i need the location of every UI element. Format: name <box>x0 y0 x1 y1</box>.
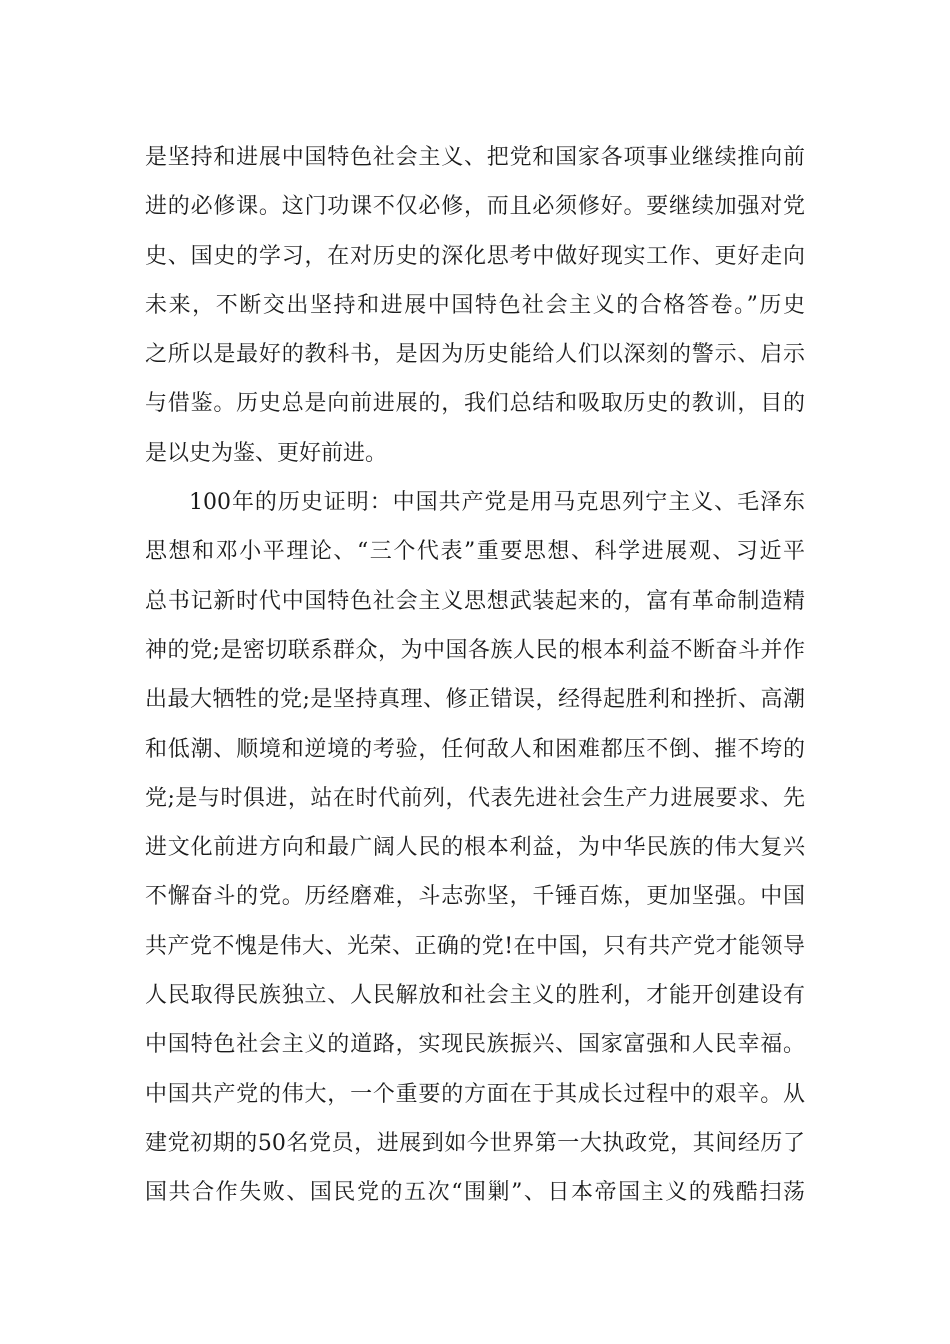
text-line: 建党初期的50名党员，进展到如今世界第一大执政党，其间经历了 <box>145 1130 805 1156</box>
text-line: 出最大牺牲的党;是坚持真理、修正错误，经得起胜利和挫折、高潮 <box>145 687 805 713</box>
text-line: 中国共产党的伟大，一个重要的方面在于其成长过程中的艰辛。从 <box>145 1081 805 1107</box>
text-line: 思想和邓小平理论、“三个代表”重要思想、科学进展观、习近平 <box>145 539 805 565</box>
text-line: 和低潮、顺境和逆境的考验，任何敌人和困难都压不倒、摧不垮的 <box>145 736 805 762</box>
text-line: 国共合作失败、国民党的五次“围剿”、日本帝国主义的残酷扫荡 <box>145 1180 805 1206</box>
text-line: 之所以是最好的教科书，是因为历史能给人们以深刻的警示、启示 <box>145 342 805 368</box>
text-line: 进文化前进方向和最广阔人民的根本利益，为中华民族的伟大复兴 <box>145 835 805 861</box>
text-line: 进的必修课。这门功课不仅必修，而且必须修好。要继续加强对党 <box>145 194 805 220</box>
text-line: 史、国史的学习，在对历史的深化思考中做好现实工作、更好走向 <box>145 243 805 269</box>
text-line: 中国特色社会主义的道路，实现民族振兴、国家富强和人民幸福。 <box>145 1032 805 1058</box>
text-line: 不懈奋斗的党。历经磨难，斗志弥坚，千锤百炼，更加坚强。中国 <box>145 884 805 910</box>
text-line: 与借鉴。历史总是向前进展的，我们总结和吸取历史的教训，目的 <box>145 391 805 417</box>
text-line: 共产党不愧是伟大、光荣、正确的党!在中国，只有共产党才能领导 <box>145 933 805 959</box>
text-line: 党;是与时俱进，站在时代前列，代表先进社会生产力进展要求、先 <box>145 785 805 811</box>
text-line: 未来，不断交出坚持和进展中国特色社会主义的合格答卷。”历史 <box>145 292 805 318</box>
text-line: 是坚持和进展中国特色社会主义、把党和国家各项事业继续推向前 <box>145 145 805 170</box>
text-line: 是以史为鉴、更好前进。 <box>145 440 388 466</box>
text-line: 人民取得民族独立、人民解放和社会主义的胜利，才能开创建设有 <box>145 983 805 1009</box>
body-text <box>145 133 805 1218</box>
paragraph-first-line: 100年的历史证明：中国共产党是用马克思列宁主义、毛泽东 <box>189 490 805 516</box>
text-line: 总书记新时代中国特色社会主义思想武装起来的，富有革命制造精 <box>145 588 805 614</box>
text-line: 神的党;是密切联系群众，为中国各族人民的根本利益不断奋斗并作 <box>145 637 805 663</box>
